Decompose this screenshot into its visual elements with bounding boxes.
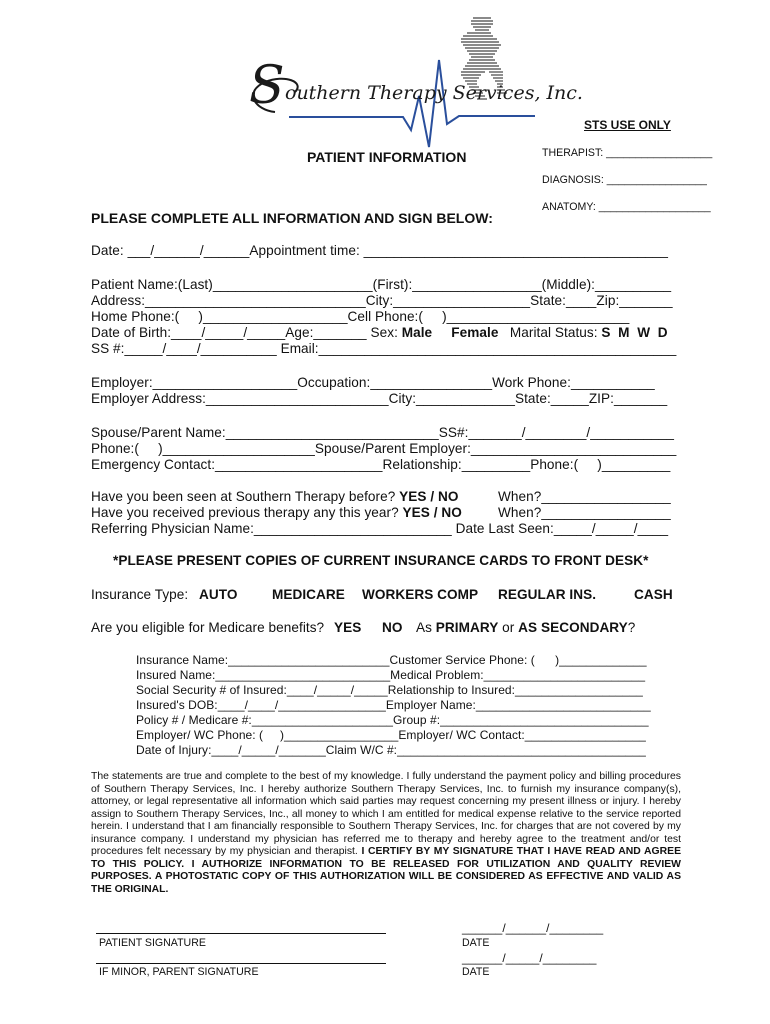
medicare-or-label: or [498,620,519,635]
sex-female-option[interactable]: Female [451,325,499,340]
diagnosis-field[interactable]: DIAGNOSIS: _________________ [542,174,707,186]
referring-physician-field[interactable]: Referring Physician Name:__________________________ Date Last Seen:_____/_____/____ [91,521,669,536]
employer-field[interactable]: Employer:___________________Occupation:________________Work Phone:___________ [91,375,655,390]
seen-before-question [91,489,459,504]
medicare-as-label: As [416,620,436,635]
sts-use-only-title: STS USE ONLY [584,118,671,132]
insurance-cards-notice: *PLEASE PRESENT COPIES OF CURRENT INSURANCE CARDS TO FRONT DESK* [113,553,649,568]
parent-date-field[interactable]: ______/_____/________ [462,951,597,965]
seen-before-label: Have you been seen at Southern Therapy before? [91,489,400,504]
previous-therapy-yes-no[interactable]: YES / NO [402,505,462,520]
insurance-type-label: Insurance Type: [91,587,193,602]
home-phone-field[interactable]: Home Phone:( )___________________Cell Phone:( )________________________ [91,309,630,324]
medicare-primary-option[interactable]: PRIMARY [435,620,499,635]
logo-initial: S [249,56,285,116]
medicare-secondary-option[interactable]: AS SECONDARY [518,620,628,635]
seen-before-when-field[interactable]: When?_________________ [498,489,671,504]
spouse-phone-field[interactable]: Phone:( )____________________Spouse/Parent Employer:___________________________ [91,441,677,456]
instructions-heading: PLEASE COMPLETE ALL INFORMATION AND SIGN BELOW: [91,210,493,226]
insurance-medicare-option[interactable]: MEDICARE [272,587,345,602]
insured-ssn-field[interactable]: Social Security # of Insured:____/_____/_____Relationship to Insured:___________________ [136,683,643,697]
company-logo [235,12,583,162]
spouse-name-field[interactable]: Spouse/Parent Name:____________________________SS#:_______/________/___________ [91,425,674,440]
statement-text: The statements are true and complete to the best of my knowledge. I fully understand the payment policy and billing procedures of Southern Therapy Services, Inc. I hereby authorize Southern Therapy Services, Inc. to furnish my insurance company(s), attorney, or legal representative all information which said parties may request concerning my present illness or injury. I hereby assign to Southern Therapy Services, Inc., all money to which I am entitled for medical expense relative to the service reported herein. I understand that I am financially responsible to Southern Therapy Services, Inc. for charges that are not covered by my insurance company. I understand my physician has referred me to therapy and hereby agree to the treatment and/or test procedures felt necessary by my physician and therapist. [91,771,681,857]
marital-status-options[interactable]: S M W D [601,325,668,340]
previous-therapy-question [91,505,462,520]
insurance-auto-option[interactable]: AUTO [199,587,238,602]
authorization-statement [91,771,681,896]
date-appointment-field[interactable]: Date: ___/______/______Appointment time: ________________________________________ [91,243,669,258]
sex-male-option[interactable]: Male [401,325,433,340]
insurance-name-field[interactable]: Insurance Name:________________________Customer Service Phone: ( )_____________ [136,653,647,667]
medicare-role-line [416,620,635,635]
medicare-no-option[interactable]: NO [382,620,403,635]
medicare-yes-option[interactable]: YES [334,620,362,635]
seen-before-yes-no[interactable]: YES / NO [399,489,459,504]
insurance-regular-option[interactable]: REGULAR INS. [498,587,597,602]
medicare-question-mark: ? [627,620,636,635]
patient-name-field[interactable]: Patient Name:(Last)_____________________(First):_________________(Middle):__________ [91,277,672,292]
medicare-question: Are you eligible for Medicare benefits? [91,620,328,635]
emergency-contact-field[interactable]: Emergency Contact:______________________Relationship:_________Phone:( )_________ [91,457,671,472]
therapist-field[interactable]: THERAPIST: __________________ [542,147,713,159]
anatomy-field[interactable]: ANATOMY: ___________________ [542,201,711,213]
previous-therapy-label: Have you received previous therapy any this year? [91,505,403,520]
parent-signature-line[interactable] [96,963,386,964]
patient-signature-label: PATIENT SIGNATURE [99,937,206,949]
employer-wc-phone-field[interactable]: Employer/ WC Phone: ( )_________________Employer/ WC Contact:__________________ [136,728,646,742]
insurance-workers-comp-option[interactable]: WORKERS COMP [362,587,479,602]
patient-date-field[interactable]: ______/______/________ [462,921,604,935]
previous-therapy-when-field[interactable]: When?_________________ [498,505,671,520]
insurance-cash-option[interactable]: CASH [634,587,673,602]
page-title: PATIENT INFORMATION [307,149,467,165]
policy-number-field[interactable]: Policy # / Medicare #:_____________________Group #:_______________________________ [136,713,649,727]
employer-address-field[interactable]: Employer Address:________________________City:_____________State:_____ZIP:_______ [91,391,668,406]
dob-line [91,325,668,340]
dob-age-field[interactable]: Date of Birth:____/_____/_____Age:_______ Sex: [91,325,402,340]
insured-name-field[interactable]: Insured Name:__________________________Medical Problem:________________________ [136,668,646,682]
ss-email-field[interactable]: SS #:_____/____/__________ Email:_______________________________________________ [91,341,677,356]
patient-date-label: DATE [462,937,490,949]
parent-signature-label: IF MINOR, PARENT SIGNATURE [99,966,259,978]
patient-signature-line[interactable] [96,933,386,934]
address-field[interactable]: Address:_____________________________City:__________________State:____Zip:_______ [91,293,673,308]
parent-date-label: DATE [462,966,490,978]
marital-status-label: Marital Status: [509,325,602,340]
logo-company-name: outhern Therapy Services, Inc. [285,82,583,104]
insured-dob-field[interactable]: Insured's DOB:____/____/________________Employer Name:__________________________ [136,698,651,712]
statement-certification: I CERTIFY BY MY SIGNATURE THAT I HAVE READ AND AGREE TO THIS POLICY. I AUTHORIZE INFORMATION TO BE RELEASED FOR UTILIZATION AND QUALITY REVIEW PURPOSES. A PHOTOSTATIC COPY OF THIS AUTHORIZATION WILL BE CONSIDERED AS EFFECTIVE AND VALID AS THE ORIGINAL. [91,846,681,895]
date-of-injury-field[interactable]: Date of Injury:____/_____/_______Claim W/C #:_____________________________________ [136,743,646,757]
